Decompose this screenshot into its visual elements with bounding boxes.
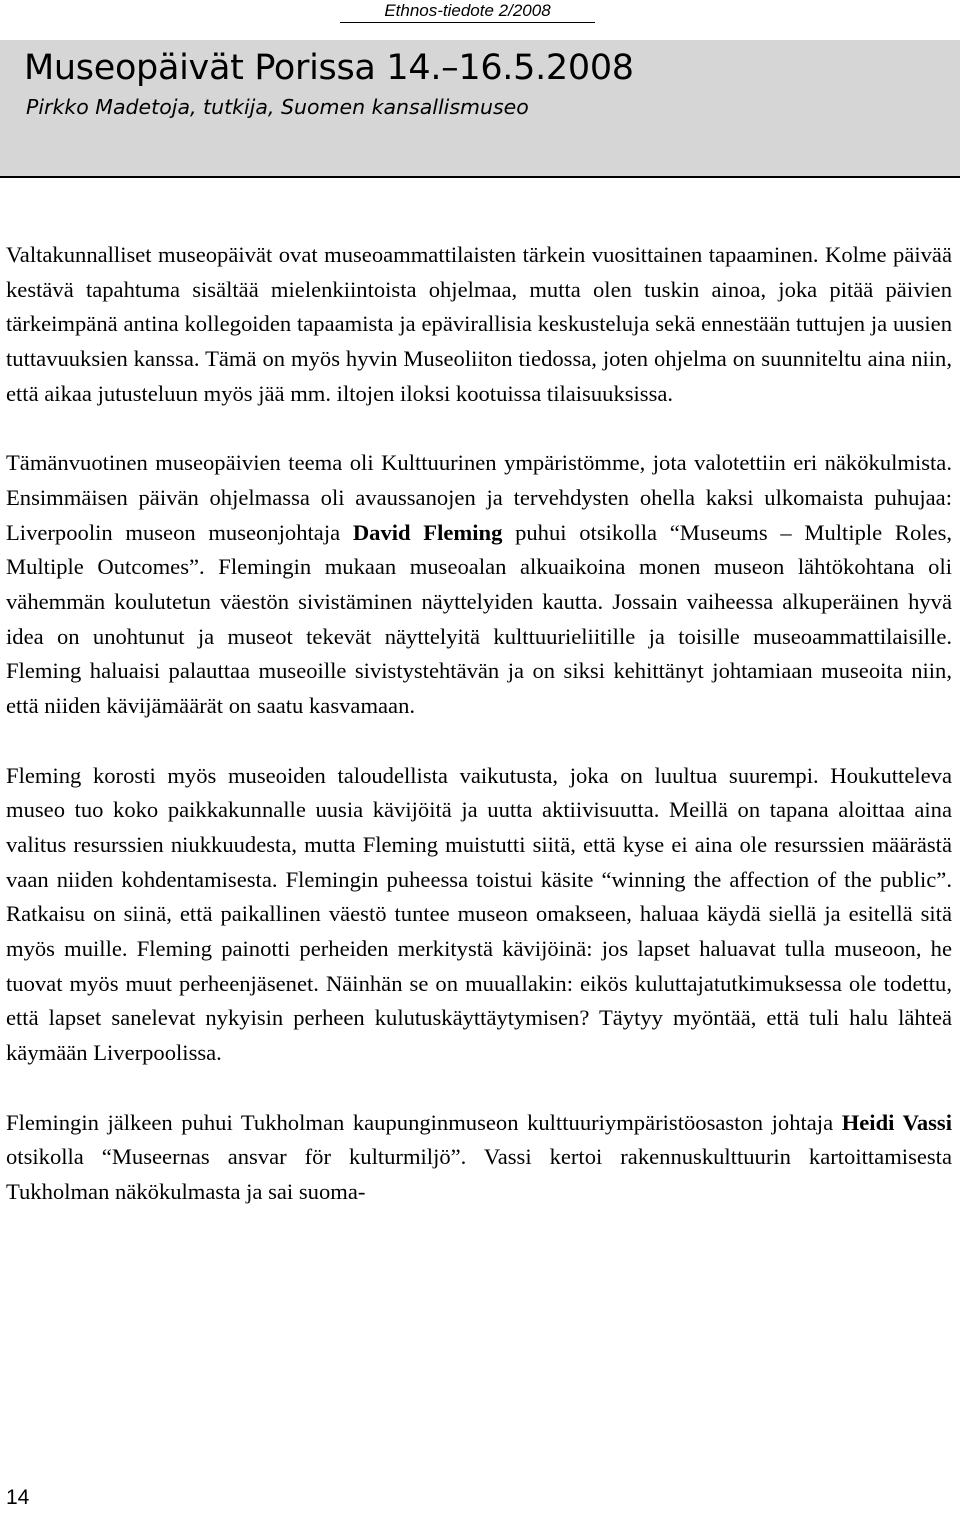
article-title: Museopäivät Porissa 14.–16.5.2008 — [24, 48, 634, 88]
paragraph-3: Fleming korosti myös museoiden taloudellista vaikutusta, joka on luultua suurempi. Houkutteleva museo tuo koko paikkakunnalle uusia kävijöitä ja uutta aktiivisuutta. Meillä on tapana aloittaa aina valitus resurssien niukkuudesta, mutta Fleming muistutti siitä, että kyse ei aina ole resurssien määrästä vaan niiden kohdentamisesta. Flemingin puheessa toistui käsite “winning the affection of the public”. Ratkaisu on siinä, että paikallinen väestö tuntee museon omakseen, haluaa käydä siellä ja esitellä sitä myös muille. Fleming painotti perheiden merkitystä kävijöinä: jos lapset haluavat tulla museoon, he tuovat myös muut perheenjäsenet. Näinhän se on muuallakin: eikös kuluttajatutkimuksessa ole todettu, että lapset sanelevat nykyisin perheen kulutuskäyttäytymisen? Täytyy myöntää, että tuli halu lähteä käymään Liverpoolissa. — [6, 762, 952, 1066]
page-number: 14 — [6, 1486, 30, 1509]
article-byline: Pirkko Madetoja, tutkija, Suomen kansallismuseo — [26, 95, 529, 119]
paragraph-4-text-b: otsikolla “Museernas ansvar för kulturmiljö”. Vassi kertoi rakennuskulttuurin kartoittamisesta Tukholman näkökulmasta ja sai suoma- — [6, 1144, 952, 1204]
running-header: Ethnos-tiedote 2/2008 — [340, 0, 595, 23]
paragraph-2-text-a: Tämänvuotinen museopäivien teema oli Kulttuurinen ympäristömme, jota valotettiin eri näkökulmista. Ensimmäisen päivän ohjelmassa oli avaussanojen ja tervehdysten ohella kaksi ulkomaista puhujaa: Liverpoolin museon museonjohtaja — [6, 450, 952, 545]
paragraph-2 — [6, 446, 952, 724]
speaker-name-vassi: Heidi Vassi — [841, 1109, 952, 1135]
paragraph-4 — [6, 1106, 952, 1210]
paragraph-1: Valtakunnalliset museopäivät ovat museoammattilaisten tärkein vuosittainen tapaaminen. Kolme päivää kestävä tapahtuma sisältää mielenkiintoista ohjelmaa, mutta olen tuskin ainoa, joka pitää päivien tärkeimpänä antina kollegoiden tapaamista ja epävirallisia keskusteluja sekä ennestään tuttujen ja uusien tuttavuuksien kanssa. Tämä on myös hyvin Museoliiton tiedossa, joten ohjelma on suunniteltu aina niin, että aikaa jutusteluun myös jää mm. iltojen iloksi kootuissa tilaisuuksissa. — [6, 242, 952, 406]
article-body — [6, 238, 952, 1210]
paragraph-4-text-a: Flemingin jälkeen puhui Tukholman kaupunginmuseon kulttuuriympäristöosaston johtaja — [6, 1109, 842, 1135]
speaker-name-fleming: David Fleming — [352, 519, 503, 545]
paragraph-2-text-b: puhui otsikolla “Museums – Multiple Roles, Multiple Outcomes”. Flemingin mukaan museoalan alkuaikoina monen museon lähtökohtana oli vähemmän koulutetun väestön sivistäminen näyttelyiden kautta. Jossain vaiheessa alkuperäinen hyvä idea on unohtunut ja museot tekevät näyttelyitä kulttuurieliitille ja toisille museoammattilaisille. Fleming haluaisi palauttaa museoille sivistystehtävän ja on siksi kehittänyt johtamiaan museoita niin, että niiden kävijämäärät on saatu kasvamaan. — [6, 519, 953, 719]
